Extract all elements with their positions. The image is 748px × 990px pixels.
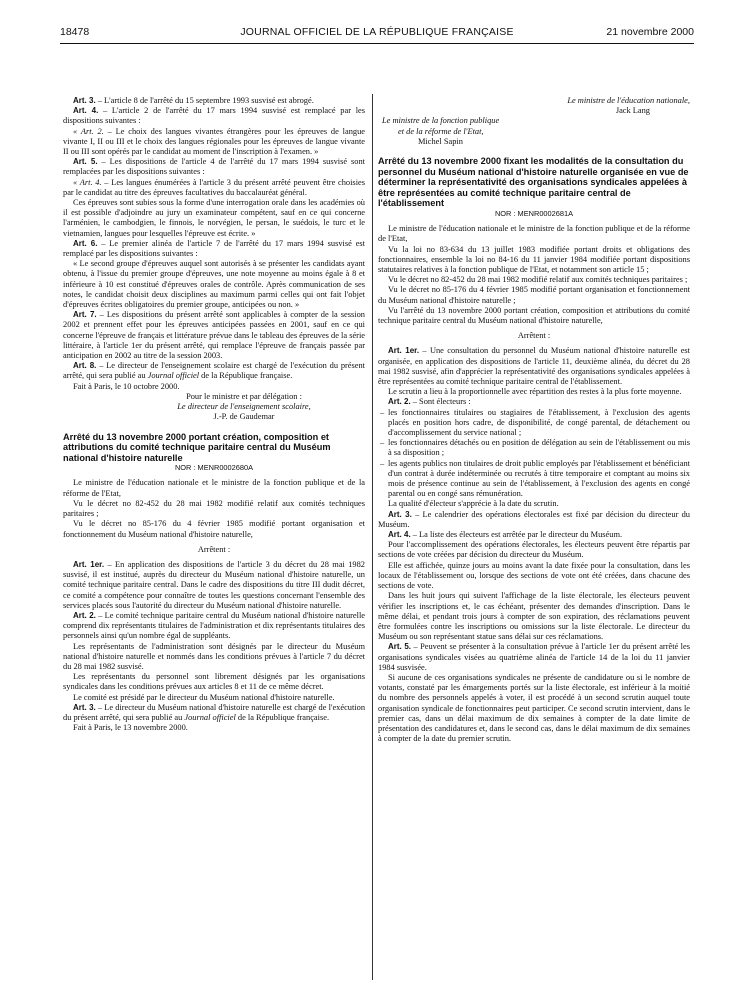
decree-title-3: Arrêté du 13 novembre 2000 fixant les modalités de la consultation du personnel du Muséum national d'histoire naturelle organisée en vue de déterminer la représentativité des organisations syndicales appelées à être représentées au comité technique paritaire central de l'établissement [378,156,689,209]
voter-list [378,408,690,500]
page-number: 18478 [60,26,90,38]
signed-at-2: Fait à Paris, le 13 novembre 2000. [73,723,188,733]
signature-name-1: J.-P. de Gaudemar [213,412,275,422]
page-header [60,26,694,40]
signature-line-2: Le directeur de l'enseignement scolaire, [177,402,311,412]
visa-2-1: Le ministre de l'éducation nationale et le ministre de la fonction publique et de la réforme de l'Etat, [63,478,365,498]
header-rule [60,43,694,44]
left-column [63,96,365,733]
article-2-1: Art. 1er. – En application des dispositions de l'article 3 du décret du 28 mai 1982 susvisé, il est institué, auprès du directeur du Muséum national d'histoire naturelle, un comité technique paritaire central. Dans le cadre des dispositions du titre III dudit décret, ce comité a compétence pour connaître de toutes les questions concernant l'ensemble des services placés sous l'autorité du directeur du Muséum national d'histoire naturelle. [63,559,365,610]
article-3-1: Art. 1er. – Une consultation du personnel du Muséum national d'histoire naturelle est organisée, en application des dispositions de l'article 11, deuxième alinéa, du décret du 28 mai 1982 susvisé, afin d'apprécier la représentativité des organisations syndicales appelées à être représentées au comité technique paritaire central de l'établissement. [378,346,690,387]
signature-name-sapin: Michel Sapin [418,136,463,146]
article-2-2-para-2: Les représentants de l'administration sont désignés par le directeur du Muséum national d'histoire naturelle et nommés dans les conditions prévues à l'article 7 du décret du 28 mai 1982 susvisé. [63,641,365,671]
arretent-3: Arrêtent : [517,331,551,341]
column-divider [372,94,373,980]
article-5-quote-2: Ces épreuves sont subies sous la forme d'une interrogation orale dans les académies où il est possible d'adjoindre au jury un examinateur compétent, sauf en ce qui concerne l'arménien, le cambodgien, le finnois, le norvégien, le persan, le suédois, le turc et le vietnamien, langues pour lesquelles l'épreuve est écrite. » [63,198,365,238]
article-5-quote: « Art. 4. – Les langues énumérées à l'article 3 du présent arrêté peuvent être choisies par le candidat au titre des épreuves facultatives du baccalauréat général. [63,177,365,197]
article-2-2-para-4: Le comité est présidé par le directeur du Muséum national d'histoire naturelle. [73,692,335,702]
visa-3-5: Vu l'arrêté du 13 novembre 2000 portant création, composition et attributions du comité technique paritaire central du Muséum national d'histoire naturelle, [378,305,690,326]
article-6-quote: « Le second groupe d'épreuves auquel sont autorisés à se présenter les candidats ayant obtenu, à l'issue du premier groupe d'épreuves, une note moyenne au moins égale à 8 et inférieure à 10 est constitué d'épreuves orales de contrôle. Après communication de ses notes, le candidat choisit deux disciplines au maximum parmi celles qui ont fait l'objet d'épreuves écrites obligatoires du premier groupe, anticipées ou non. » [63,259,365,310]
article-4: Art. 4. – L'article 2 de l'arrêté du 17 mars 1994 susvisé est remplacé par les dispositions suivantes : [63,106,365,126]
article-3-3: Art. 3. – Le calendrier des opérations électorales est fixé par décision du directeur du Muséum. [378,509,690,529]
article-4-quote: « Art. 2. – Le choix des langues vivantes étrangères pour les épreuves de langue vivante I, II ou III et le choix des langues régionales pour les épreuves de langue vivante II ou III sont opérés par le candidat au moment de l'inscription à l'examen. » [63,126,365,157]
signed-at-1: Fait à Paris, le 10 octobre 2000. [73,381,180,391]
signature-line-1: Pour le ministre et par délégation : [186,391,302,401]
article-3-5-para-2: Si aucune de ces organisations syndicales ne présente de candidature ou si le nombre de votants, constaté par les émargements portés sur la liste électorale, est inférieur à la moitié du nombre des personnels appelés à voter, il est procédé à un second scrutin auquel toute organisation syndicale de fonctionnaires peut participer. Ce second scrutin intervient, dans le premier cas, dans un délai maximum de dix semaines à compter de la date limite de présentation des candidatures et, dans le second cas, dans le délai maximum de dix semaines à compter de la date du premier scrutin. [378,672,690,744]
article-3-1-para-2: Le scrutin a lieu à la proportionnelle avec répartition des restes à la plus forte moyenne. [388,387,682,397]
list-item: – les fonctionnaires titulaires ou stagiaires de l'établissement, à l'exclusion des agents placés en position hors cadre, de disponibilité, de congé parental, de détachement ou d'accomplissement du service national ; [388,408,690,439]
visa-3-4: Vu le décret no 85-176 du 4 février 1985 modifié portant organisation et fonctionnement du Muséum national d'histoire naturelle ; [378,285,690,305]
list-item: – les fonctionnaires détachés ou en position de délégation au sein de l'établissement ou mis à sa disposition ; [388,438,690,458]
article-7: Art. 7. – Les dispositions du présent arrêté sont applicables à compter de la session 2002 et prennent effet pour les épreuves anticipées passées en 2001, sauf en ce qui concerne l'épreuve de français et littérature prévue dans le tableau des épreuves de la série littéraire, à l'article 1er du présent arrêté, qui remplace l'épreuve de français passée par anticipation en 2002 au titre de la session 2003. [63,310,365,361]
article-3-2-para-2: La qualité d'électeur s'apprécie à la date du scrutin. [388,499,559,509]
visa-3-1: Le ministre de l'éducation nationale et le ministre de la fonction publique et de la réforme de l'Etat, [378,224,690,244]
article-6: Art. 6. – Le premier alinéa de l'article 7 de l'arrêté du 17 mars 1994 susvisé est remplacé par les dispositions suivantes : [63,238,365,259]
article-3-4-para-4: Dans les huit jours qui suivent l'affichage de la liste électorale, les électeurs peuvent vérifier les inscriptions et, le cas échéant, présenter des demandes d'inscription. Dans le même délai, et pendant trois jours à compter de son expiration, des réclamations peuvent être formulées contre les inscriptions ou omissions sur la liste électorale. Le directeur du Muséum ou son représentant statue sans délai sur ces réclamations. [378,591,690,642]
article-3-4: Art. 4. – La liste des électeurs est arrêtée par le directeur du Muséum. [388,530,623,540]
list-item: – les agents publics non titulaires de droit public employés par l'établissement et bénéficiant d'un contrat à durée indéterminée ou recrutés à titre temporaire et comptant au moins six mois de présence continue au sein de l'établissement, à l'exclusion des agents en congé parental ou en congé sans rémunération. [388,459,690,500]
right-column [378,96,690,744]
signature-minister-2-line-2: et de la réforme de l'Etat, [398,126,484,136]
article-2-3: Art. 3. – Le directeur du Muséum national d'histoire naturelle est chargé de l'exécution du présent arrêté, qui sera publié au Journal officiel de la République française. [63,702,366,722]
decree-title-2: Arrêté du 13 novembre 2000 portant création, composition et attributions du comité technique paritaire central du Muséum national d'histoire naturelle [63,431,331,463]
signature-name-lang: Jack Lang [615,106,650,116]
article-8: Art. 8. – Le directeur de l'enseignement scolaire est chargé de l'exécution du présent arrêté, qui sera publié au Journal officiel de la République française. [63,361,365,381]
visa-2-3: Vu le décret no 85-176 du 4 février 1985 modifié portant organisation et fonctionnement du Muséum national d'histoire naturelle, [63,519,365,539]
article-3-2: Art. 2. – Sont électeurs : [388,397,471,407]
journal-title: JOURNAL OFFICIEL DE LA RÉPUBLIQUE FRANÇAISE [240,26,514,38]
visa-3-3: Vu le décret no 82-452 du 28 mai 1982 modifié relatif aux comités techniques paritaires ; [388,275,688,285]
nor-code-2: NOR : MENR0002680A [174,463,254,473]
issue-date: 21 novembre 2000 [606,26,694,38]
arretent-2: Arrêtent : [197,544,231,554]
article-3-4-para-3: Elle est affichée, quinze jours au moins avant la date fixée pour la consultation, dans les locaux de l'établissement ou, lorsque des sections de vote ont été créées, dans chacune des sections de vote. [378,560,690,591]
article-3: Art. 3. – L'article 8 de l'arrêté du 15 septembre 1993 susvisé est abrogé. [73,96,314,105]
signature-minister-1: Le ministre de l'éducation nationale, [567,96,690,105]
visa-3-2: Vu la loi no 83-634 du 13 juillet 1983 modifiée portant droits et obligations des fonctionnaires, ensemble la loi no 84-16 du 11 janvier 1984 modifiée portant dispositions statutaires relatives à la fonction publique de l'Etat, et notamment son article 15 ; [378,244,690,274]
article-2-2-para-3: Les représentants du personnel sont librement désignés par les organisations syndicales dans les conditions prévues aux articles 8 et 11 de ce même décret. [63,672,365,692]
visa-2-2: Vu le décret no 82-452 du 28 mai 1982 modifié relatif aux comités techniques paritaires ; [63,498,365,519]
article-3-4-para-2: Pour l'accomplissement des opérations électorales, les électeurs peuvent être répartis par sections de vote créées par décision du directeur du Muséum. [378,540,690,560]
article-2-2: Art. 2. – Le comité technique paritaire central du Muséum national d'histoire naturelle comprend dix représentants titulaires de l'administration et dix représentants titulaires des personnels ainsi qu'un nombre égal de suppléants. [63,610,366,641]
article-5: Art. 5. – Les dispositions de l'article 4 de l'arrêté du 17 mars 1994 susvisé sont remplacées par les dispositions suivantes : [63,157,365,177]
article-3-5: Art. 5. – Peuvent se présenter à la consultation prévue à l'article 1er du présent arrêté les organisations syndicales visées au quatrième alinéa de l'article 14 de la loi du 11 janvier 1984 susvisée. [378,642,690,672]
nor-code-3: NOR : MENR0002681A [494,208,574,218]
signature-minister-2-line-1: Le ministre de la fonction publique [382,116,500,126]
